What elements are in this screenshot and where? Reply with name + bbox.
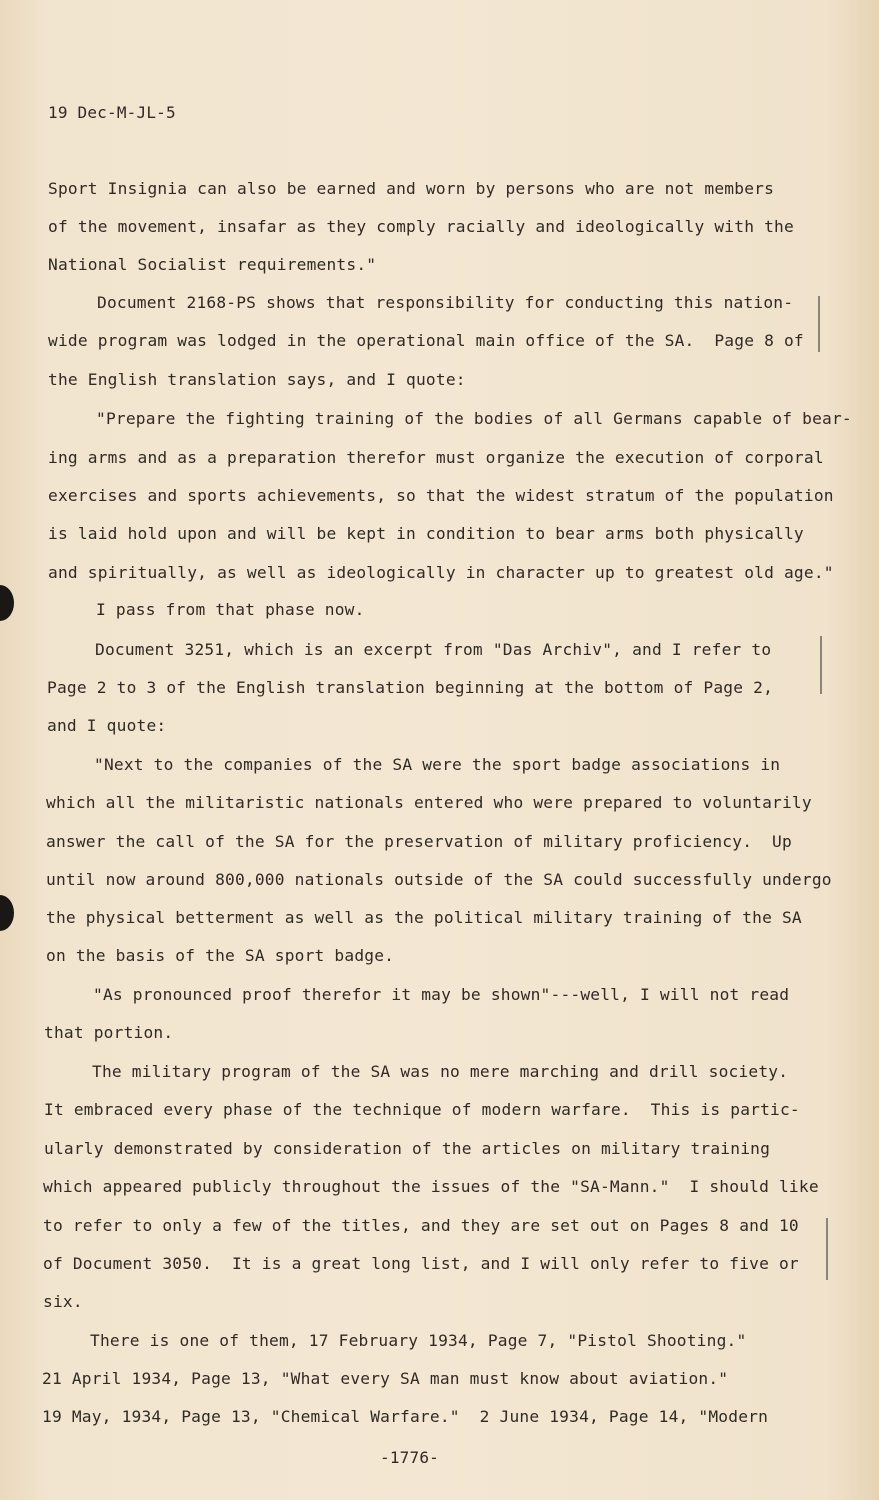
text-line: 19 May, 1934, Page 13, "Chemical Warfare." 2 June 1934, Page 14, "Modern [42, 1407, 769, 1426]
text-line: the English translation says, and I quote: [48, 370, 466, 389]
text-line: ing arms and as a preparation therefor must organize the execution of corporal [48, 448, 824, 467]
text-line: ularly demonstrated by consideration of the articles on military training [44, 1139, 771, 1158]
text-line: The military program of the SA was no mere marching and drill society. [92, 1062, 789, 1081]
text-line: six. [43, 1292, 83, 1311]
text-line: of the movement, insafar as they comply racially and ideologically with the [48, 217, 794, 236]
text-line: the physical betterment as well as the political military training of the SA [46, 908, 802, 927]
text-line: It embraced every phase of the technique of modern warfare. This is partic- [44, 1100, 800, 1119]
margin-mark [820, 636, 822, 694]
text-line: exercises and sports achievements, so that the widest stratum of the population [48, 486, 834, 505]
text-line: and I quote: [47, 716, 167, 735]
text-line: of Document 3050. It is a great long list, and I will only refer to five or [43, 1254, 799, 1273]
text-line: There is one of them, 17 February 1934, Page 7, "Pistol Shooting." [90, 1331, 747, 1350]
text-line: is laid hold upon and will be kept in condition to bear arms both physically [48, 524, 804, 543]
text-line: National Socialist requirements." [48, 255, 377, 274]
text-line: Document 2168-PS shows that responsibility for conducting this nation- [97, 293, 794, 312]
text-line: Document 3251, which is an excerpt from "Das Archiv", and I refer to [95, 640, 772, 659]
text-line: and spiritually, as well as ideologically in character up to greatest old age." [48, 563, 834, 582]
text-line: that portion. [44, 1023, 174, 1042]
page-number: -1776- [380, 1448, 439, 1467]
text-line: "As pronounced proof therefor it may be shown"---well, I will not read [93, 985, 790, 1004]
text-line: which appeared publicly throughout the issues of the "SA-Mann." I should like [43, 1177, 819, 1196]
text-line: to refer to only a few of the titles, and they are set out on Pages 8 and 10 [43, 1216, 799, 1235]
binder-hole [0, 585, 14, 621]
text-line: Sport Insignia can also be earned and worn by persons who are not members [48, 179, 775, 198]
text-line: wide program was lodged in the operational main office of the SA. Page 8 of [48, 331, 804, 350]
document-code: 19 Dec-M-JL-5 [48, 103, 176, 122]
binder-hole [0, 895, 14, 931]
text-line: on the basis of the SA sport badge. [46, 946, 395, 965]
text-line: which all the militaristic nationals entered who were prepared to voluntarily [46, 793, 812, 812]
text-line: answer the call of the SA for the preservation of military proficiency. Up [46, 832, 792, 851]
margin-mark [818, 296, 820, 352]
text-line: Page 2 to 3 of the English translation beginning at the bottom of Page 2, [47, 678, 774, 697]
margin-mark [826, 1218, 828, 1280]
text-line: until now around 800,000 nationals outside of the SA could successfully undergo [46, 870, 832, 889]
text-line: 21 April 1934, Page 13, "What every SA man must know about aviation." [42, 1369, 729, 1388]
text-line: "Prepare the fighting training of the bodies of all Germans capable of bear- [96, 409, 852, 428]
text-line: I pass from that phase now. [96, 600, 365, 619]
text-line: "Next to the companies of the SA were the sport badge associations in [94, 755, 781, 774]
